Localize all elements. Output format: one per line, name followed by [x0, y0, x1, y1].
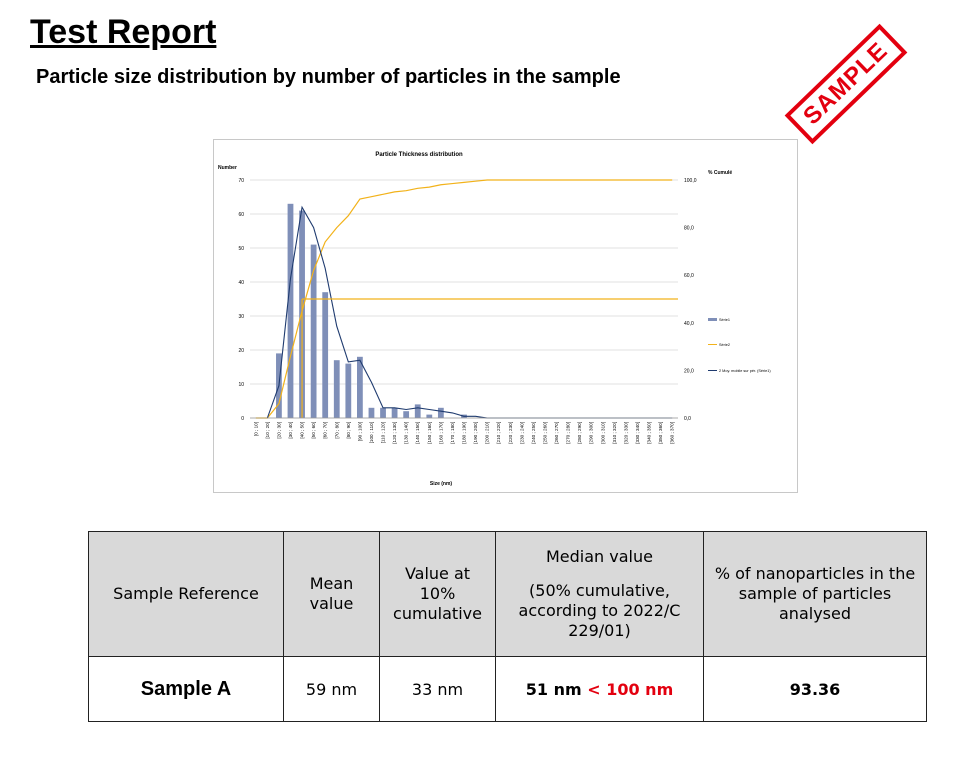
x-tick-label: [10 ; 20[: [264, 422, 270, 439]
bar: [426, 415, 432, 418]
results-table: [88, 531, 927, 722]
bar: [415, 404, 421, 418]
x-tick-label: [80 ; 90[: [345, 422, 351, 439]
x-tick-label: [60 ; 70[: [322, 422, 328, 439]
x-tick-label: [30 ; 40[: [287, 422, 293, 439]
x-tick-label: [290 ; 300[: [588, 422, 594, 444]
header-median-line1: Median value: [546, 547, 653, 566]
y2-tick-label: 80,0: [684, 225, 694, 232]
x-tick-label: [220 ; 230[: [507, 422, 513, 444]
report-subtitle: Particle size distribution by number of particles in the sample: [36, 66, 621, 88]
y-tick-label: 60: [238, 212, 244, 218]
x-tick-label: [90 ; 100[: [357, 422, 363, 442]
header-sample-reference: Sample Reference: [89, 532, 284, 657]
y2-tick-label: 40,0: [684, 320, 694, 327]
median-value: 51 nm: [525, 679, 582, 699]
x-tick-label: [160 ; 170[: [438, 422, 444, 444]
y-tick-label: 50: [238, 246, 244, 252]
x-tick-label: [360 ; 370[: [669, 422, 675, 444]
y2-axis-title: % Cumulé: [708, 170, 733, 176]
median-comparison: < 100 nm: [587, 679, 674, 699]
x-tick-label: [70 ; 80[: [334, 422, 340, 439]
x-tick-label: [180 ; 190[: [461, 422, 467, 444]
bar: [357, 357, 363, 418]
header-median-line2: (50% cumulative, according to 2022/C 229/01): [518, 581, 681, 640]
cell-mean: 59 nm: [284, 657, 380, 722]
sample-stamp: SAMPLE: [785, 24, 908, 144]
legend-swatch: [708, 318, 717, 321]
x-tick-label: [260 ; 270[: [554, 422, 560, 444]
bar: [403, 411, 409, 418]
bar: [369, 408, 375, 418]
bar: [288, 204, 294, 418]
particle-chart: [213, 139, 798, 493]
x-tick-label: [200 ; 210[: [484, 422, 490, 444]
header-value-10: Value at 10% cumulative: [380, 532, 496, 657]
bar: [322, 292, 328, 418]
header-nanoparticles: % of nanoparticles in the sample of particles analysed: [704, 532, 927, 657]
x-tick-label: [50 ; 60[: [311, 422, 317, 439]
y-tick-label: 30: [238, 314, 244, 320]
bar: [380, 408, 386, 418]
chart-legend: [708, 318, 771, 373]
x-tick-label: [250 ; 260[: [542, 422, 548, 444]
x-axis-title: Size (nm): [429, 481, 453, 487]
x-tick-label: [110 ; 120[: [380, 422, 386, 444]
cell-sample: Sample A: [89, 657, 284, 722]
x-tick-label: [310 ; 320[: [611, 422, 617, 444]
y2-tick-label: 60,0: [684, 273, 694, 280]
y-tick-label: 20: [238, 348, 244, 354]
chart-axes: [238, 178, 696, 444]
x-tick-label: [230 ; 240[: [519, 422, 525, 444]
line-series: [256, 180, 678, 418]
bar: [345, 364, 351, 418]
x-tick-label: [120 ; 130[: [392, 422, 398, 444]
y-axis-title: Number: [218, 165, 237, 171]
report-title: Test Report: [30, 13, 217, 51]
x-tick-label: [170 ; 180[: [449, 422, 455, 444]
legend-label: Série1: [719, 318, 730, 322]
y-tick-label: 70: [238, 178, 244, 184]
chart-svg: [214, 140, 797, 492]
x-tick-label: [350 ; 360[: [658, 422, 664, 444]
x-tick-label: [40 ; 50[: [299, 422, 305, 439]
x-tick-label: [280 ; 290[: [577, 422, 583, 444]
x-tick-label: [20 ; 30[: [276, 422, 282, 439]
y-tick-label: 0: [241, 416, 244, 422]
table-row: [89, 657, 927, 722]
legend-label: Série2: [719, 343, 730, 347]
y2-tick-label: 0,0: [684, 416, 691, 422]
y-tick-label: 40: [238, 280, 244, 286]
header-median-value: [496, 532, 704, 657]
y2-tick-label: 100,0: [684, 178, 697, 184]
x-tick-label: [0 ; 10[: [253, 422, 259, 437]
bar: [438, 408, 444, 418]
x-tick-label: [140 ; 150[: [415, 422, 421, 444]
bar: [334, 360, 340, 418]
y-tick-label: 10: [238, 382, 244, 388]
x-tick-label: [330 ; 340[: [635, 422, 641, 444]
table-header-row: [89, 532, 927, 657]
header-mean-value: Mean value: [284, 532, 380, 657]
cell-value-10: 33 nm: [380, 657, 496, 722]
bar: [392, 408, 398, 418]
y2-tick-label: 20,0: [684, 368, 694, 375]
x-tick-label: [190 ; 200[: [473, 422, 479, 444]
bar-series: [276, 204, 467, 418]
x-tick-label: [320 ; 330[: [623, 422, 629, 444]
x-tick-label: [240 ; 250[: [530, 422, 536, 444]
x-tick-label: [130 ; 140[: [403, 422, 409, 444]
cell-nanoparticles: 93.36: [704, 657, 927, 722]
x-tick-label: [270 ; 280[: [565, 422, 571, 444]
x-tick-label: [300 ; 310[: [600, 422, 606, 444]
legend-label: 2 Moy. mobile sur pér. (Série1): [719, 369, 771, 373]
x-tick-label: [150 ; 160[: [426, 422, 432, 444]
x-tick-label: [210 ; 220[: [496, 422, 502, 444]
x-tick-label: [340 ; 350[: [646, 422, 652, 444]
cell-median: [496, 657, 704, 722]
chart-title: Particle Thickness distribution: [375, 152, 463, 158]
x-tick-label: [100 ; 110[: [368, 422, 374, 444]
